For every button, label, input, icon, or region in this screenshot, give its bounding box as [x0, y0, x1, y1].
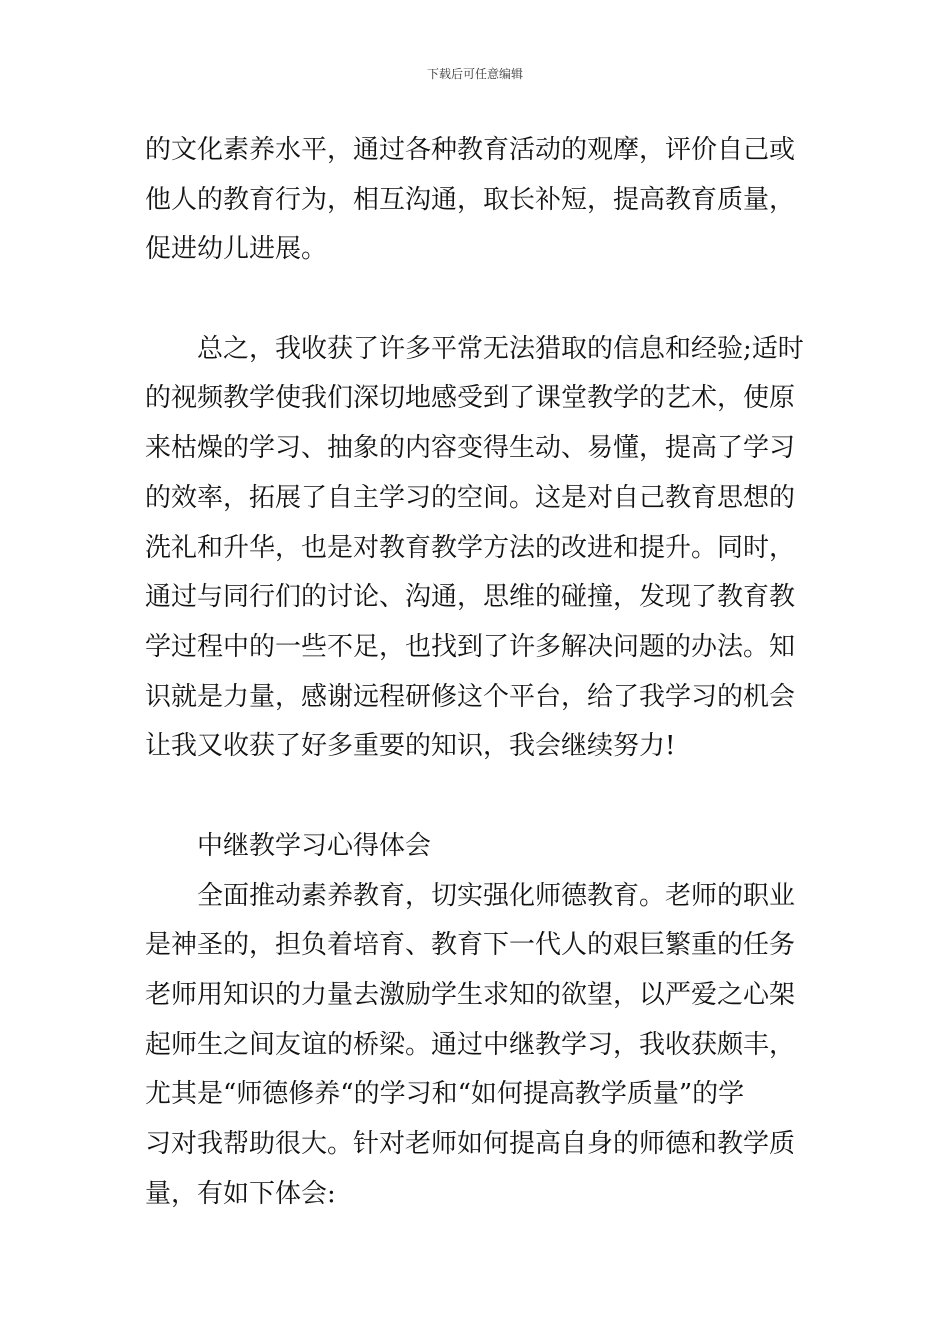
paragraph-line: 老师用知识的力量去激励学生求知的欲望，以严爱之心架 [145, 980, 796, 1010]
paragraph-line: 让我又收获了好多重要的知识，我会继续努力! [145, 731, 676, 761]
paragraph-line: 来枯燥的学习、抽象的内容变得生动、易懂，提高了学习 [145, 433, 796, 463]
paragraph-line: 促进幼儿进展。 [145, 234, 328, 264]
paragraph-line: 学过程中的一些不足，也找到了许多解决问题的办法。知 [145, 632, 796, 662]
paragraph-line: 总之，我收获了许多平常无法猎取的信息和经验;适时 [197, 334, 804, 364]
paragraph-line: 的效率，拓展了自主学习的空间。这是对自己教育思想的 [145, 483, 796, 513]
paragraph-line: 量，有如下体会: [145, 1179, 336, 1209]
paragraph-line: 习对我帮助很大。针对老师如何提高自身的师德和教学质 [145, 1129, 796, 1159]
paragraph-line: 通过与同行们的讨论、沟通，思维的碰撞，发现了教育教 [145, 582, 796, 612]
paragraph-line: 他人的教育行为，相互沟通，取长补短，提高教育质量， [145, 185, 796, 215]
paragraph-line: 起师生之间友谊的桥梁。通过中继教学习，我收获颇丰， [145, 1030, 796, 1060]
page-header: 下载后可任意编辑 [426, 67, 523, 81]
paragraph-line: 识就是力量，感谢远程研修这个平台，给了我学习的机会 [145, 682, 796, 712]
paragraph-line: 的文化素养水平，通过各种教育活动的观摩，评价自己或 [145, 135, 796, 165]
paragraph-line: 全面推动素养教育，切实强化师德教育。老师的职业 [197, 881, 796, 911]
section-title: 中继教学习心得体会 [197, 831, 432, 861]
paragraph-line: 尤其是“师德修养“的学习和“如何提高教学质量”的学 [145, 1079, 745, 1109]
paragraph-line: 洗礼和升华，也是对教育教学方法的改进和提升。同时， [145, 533, 796, 563]
paragraph-line: 的视频教学使我们深切地感受到了课堂教学的艺术，使原 [145, 383, 796, 413]
paragraph-line: 是神圣的，担负着培育、教育下一代人的艰巨繁重的任务 [145, 930, 796, 960]
